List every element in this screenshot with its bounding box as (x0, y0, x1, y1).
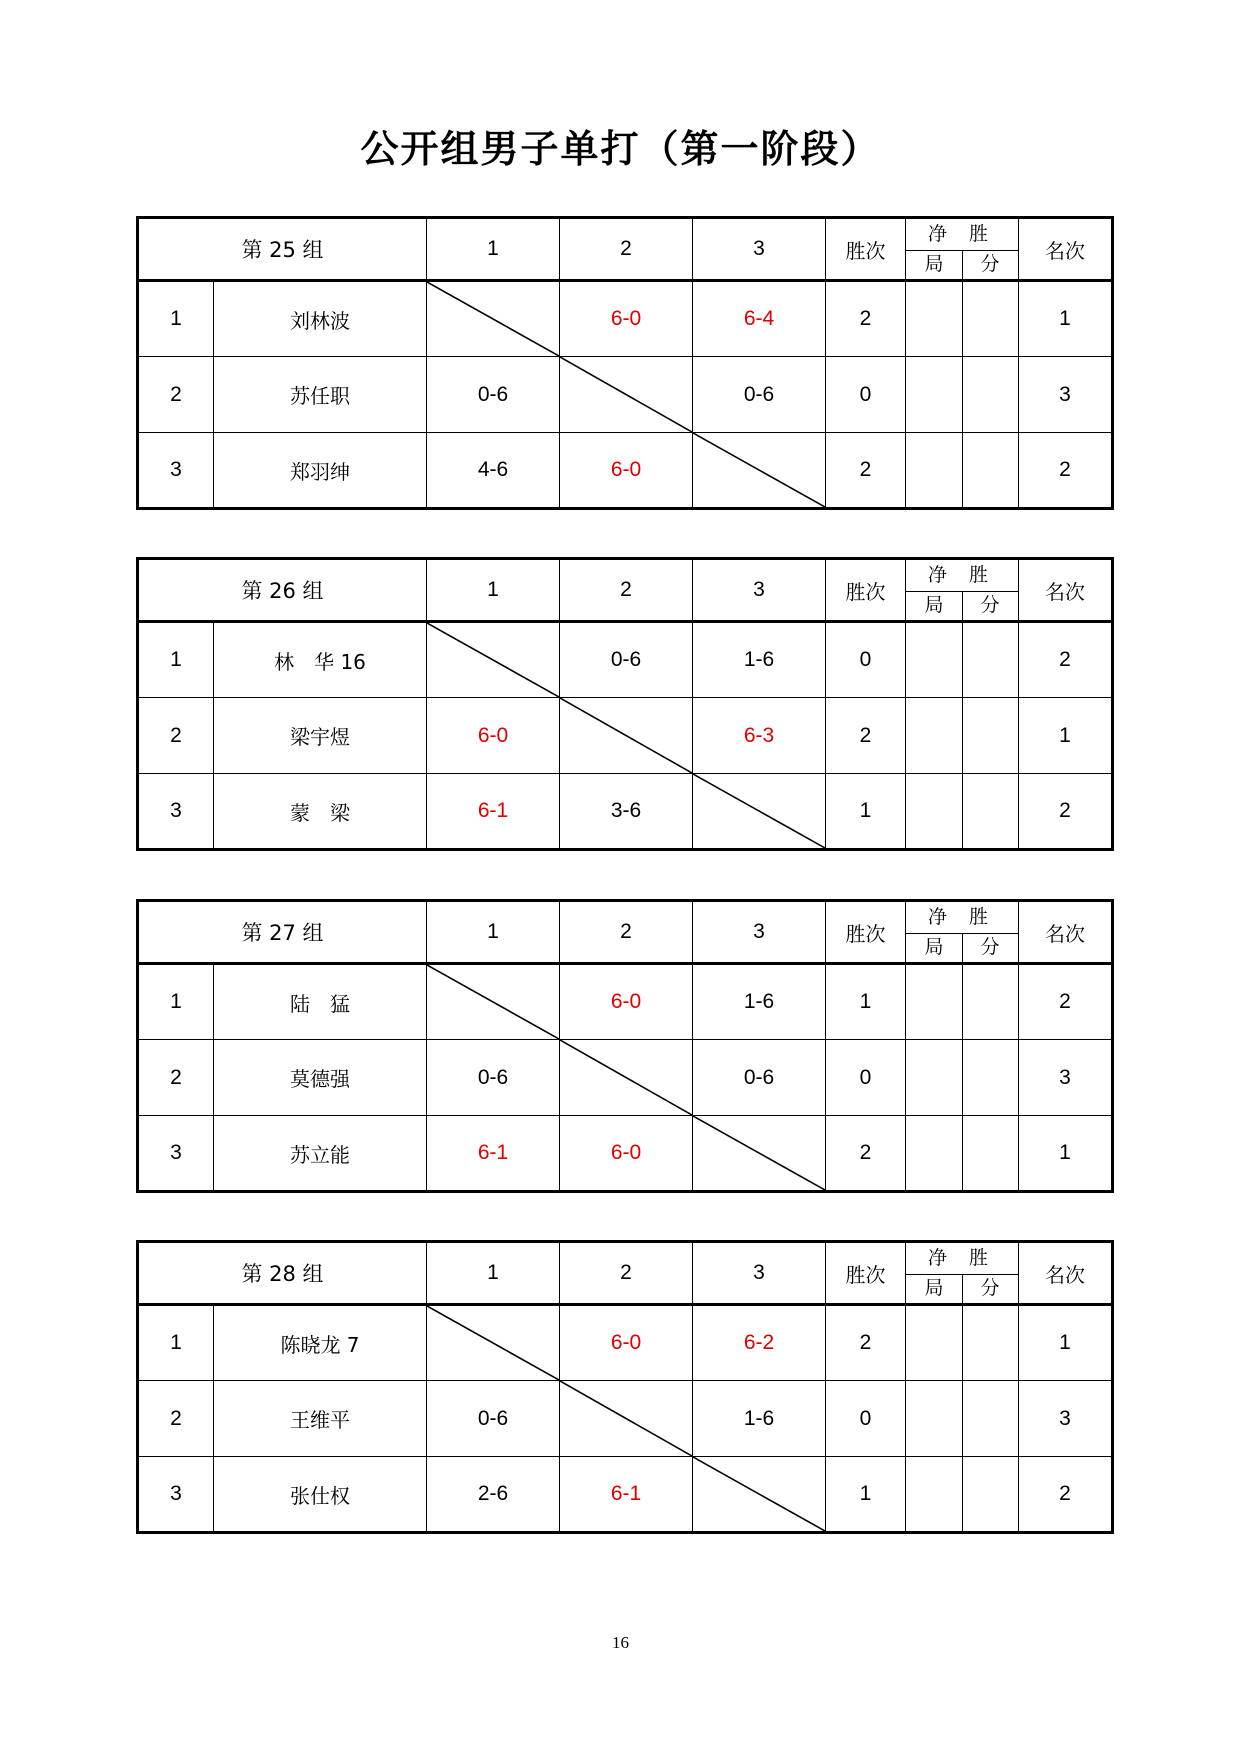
match-score: 0-6 (693, 1040, 826, 1116)
player-name: 陈晓龙 7 (214, 1305, 427, 1381)
col-header-1: 1 (427, 901, 560, 964)
net-cell (906, 357, 1019, 433)
rank-header: 名次 (1019, 1242, 1113, 1305)
group-label: 第 26 组 (138, 559, 427, 622)
match-score: 1-6 (693, 1381, 826, 1457)
match-score: 0-6 (560, 622, 693, 698)
col-header-2: 2 (560, 559, 693, 622)
player-number: 3 (138, 433, 214, 509)
player-name: 梁宇煜 (214, 698, 427, 774)
match-score: 6-0 (560, 1116, 693, 1192)
table-row (138, 964, 1113, 1040)
wins-value: 2 (826, 1305, 906, 1381)
col-header-1: 1 (427, 1242, 560, 1305)
self-match-cell (693, 1457, 826, 1533)
col-header-3: 3 (693, 559, 826, 622)
wins-header: 胜次 (826, 1242, 906, 1305)
net-header (906, 559, 1019, 622)
match-score: 3-6 (560, 774, 693, 850)
wins-value: 2 (826, 281, 906, 357)
table-row (138, 1381, 1113, 1457)
net-games-label: 局 (906, 591, 963, 620)
group-label: 第 27 组 (138, 901, 427, 964)
self-match-cell (560, 1381, 693, 1457)
match-score: 6-1 (427, 1116, 560, 1192)
net-divider (962, 1116, 963, 1190)
match-score: 6-0 (560, 1305, 693, 1381)
player-number: 3 (138, 1116, 214, 1192)
wins-value: 2 (826, 698, 906, 774)
rank-header: 名次 (1019, 901, 1113, 964)
player-number: 1 (138, 281, 214, 357)
net-cell (906, 433, 1019, 509)
table-row (138, 774, 1113, 850)
match-score: 0-6 (427, 357, 560, 433)
match-score: 1-6 (693, 964, 826, 1040)
group-label: 第 25 组 (138, 218, 427, 281)
rank-value: 2 (1019, 433, 1113, 509)
rank-value: 1 (1019, 1305, 1113, 1381)
rank-value: 3 (1019, 357, 1113, 433)
match-score: 2-6 (427, 1457, 560, 1533)
page-number: 16 (612, 1633, 629, 1652)
player-name: 刘林波 (214, 281, 427, 357)
diagonal-line (560, 1381, 692, 1456)
player-number: 3 (138, 1457, 214, 1533)
col-header-3: 3 (693, 218, 826, 281)
net-label: 净 胜 (906, 902, 1018, 934)
diagonal-line (427, 623, 559, 697)
wins-value: 2 (826, 433, 906, 509)
table-row (138, 433, 1113, 509)
match-score: 0-6 (693, 357, 826, 433)
player-name: 林 华 16 (214, 622, 427, 698)
net-cell (906, 964, 1019, 1040)
rank-header: 名次 (1019, 559, 1113, 622)
wins-value: 1 (826, 774, 906, 850)
match-score: 6-0 (560, 964, 693, 1040)
self-match-cell (427, 281, 560, 357)
rank-value: 1 (1019, 281, 1113, 357)
player-number: 1 (138, 1305, 214, 1381)
rank-value: 1 (1019, 1116, 1113, 1192)
player-name: 张仕权 (214, 1457, 427, 1533)
net-divider (962, 774, 963, 848)
player-name: 苏任职 (214, 357, 427, 433)
group-table (136, 216, 1111, 508)
net-divider (962, 282, 963, 356)
diagonal-line (427, 1306, 559, 1380)
self-match-cell (693, 433, 826, 509)
match-score: 6-1 (427, 774, 560, 850)
net-cell (906, 698, 1019, 774)
col-header-3: 3 (693, 1242, 826, 1305)
rank-value: 3 (1019, 1040, 1113, 1116)
net-games-label: 局 (906, 933, 963, 962)
wins-value: 0 (826, 357, 906, 433)
self-match-cell (560, 357, 693, 433)
rank-value: 2 (1019, 622, 1113, 698)
net-label: 净 胜 (906, 1243, 1018, 1275)
self-match-cell (427, 964, 560, 1040)
table-row (138, 1457, 1113, 1533)
net-cell (906, 1116, 1019, 1192)
col-header-1: 1 (427, 218, 560, 281)
player-number: 1 (138, 964, 214, 1040)
table-row (138, 357, 1113, 433)
match-score: 6-0 (560, 433, 693, 509)
net-games-label: 局 (906, 1274, 963, 1303)
group-table (136, 557, 1111, 849)
wins-value: 0 (826, 1040, 906, 1116)
player-number: 1 (138, 622, 214, 698)
net-cell (906, 1381, 1019, 1457)
player-name: 苏立能 (214, 1116, 427, 1192)
net-cell (906, 622, 1019, 698)
net-games-label: 局 (906, 250, 963, 279)
table-row (138, 1040, 1113, 1116)
wins-header: 胜次 (826, 218, 906, 281)
table-row (138, 698, 1113, 774)
net-header (906, 901, 1019, 964)
rank-value: 3 (1019, 1381, 1113, 1457)
col-header-2: 2 (560, 218, 693, 281)
player-name: 郑羽绅 (214, 433, 427, 509)
diagonal-line (427, 965, 559, 1039)
net-header (906, 1242, 1019, 1305)
player-number: 2 (138, 1040, 214, 1116)
col-header-3: 3 (693, 901, 826, 964)
wins-value: 0 (826, 622, 906, 698)
col-header-1: 1 (427, 559, 560, 622)
net-header (906, 218, 1019, 281)
match-score: 6-4 (693, 281, 826, 357)
wins-header: 胜次 (826, 559, 906, 622)
self-match-cell (560, 1040, 693, 1116)
rank-value: 2 (1019, 774, 1113, 850)
player-name: 王维平 (214, 1381, 427, 1457)
rank-value: 2 (1019, 964, 1113, 1040)
net-points-label: 分 (980, 1277, 1000, 1299)
wins-value: 0 (826, 1381, 906, 1457)
net-divider (962, 623, 963, 697)
match-score: 4-6 (427, 433, 560, 509)
player-number: 2 (138, 698, 214, 774)
net-cell (906, 774, 1019, 850)
diagonal-line (693, 433, 825, 507)
wins-value: 1 (826, 964, 906, 1040)
player-number: 2 (138, 357, 214, 433)
diagonal-line (560, 1040, 692, 1115)
player-name: 莫德强 (214, 1040, 427, 1116)
net-label: 净 胜 (906, 219, 1018, 251)
self-match-cell (427, 1305, 560, 1381)
group-table (136, 899, 1111, 1191)
net-divider (962, 1040, 963, 1115)
group-table (136, 1240, 1111, 1532)
diagonal-line (693, 774, 825, 848)
col-header-2: 2 (560, 901, 693, 964)
net-divider (962, 1381, 963, 1456)
diagonal-line (693, 1457, 825, 1531)
match-score: 6-0 (560, 281, 693, 357)
net-divider (962, 1457, 963, 1531)
table-row (138, 1116, 1113, 1192)
net-divider (962, 357, 963, 432)
player-name: 蒙 梁 (214, 774, 427, 850)
net-cell (906, 1040, 1019, 1116)
net-divider (962, 1306, 963, 1380)
net-cell (906, 1305, 1019, 1381)
self-match-cell (560, 698, 693, 774)
self-match-cell (693, 774, 826, 850)
diagonal-line (560, 698, 692, 773)
table-row (138, 1305, 1113, 1381)
match-score: 0-6 (427, 1381, 560, 1457)
match-score: 6-2 (693, 1305, 826, 1381)
match-score: 0-6 (427, 1040, 560, 1116)
net-cell (906, 1457, 1019, 1533)
table-row (138, 281, 1113, 357)
rank-header: 名次 (1019, 218, 1113, 281)
wins-header: 胜次 (826, 901, 906, 964)
table-row (138, 622, 1113, 698)
rank-value: 1 (1019, 698, 1113, 774)
net-divider (962, 965, 963, 1039)
page-title: 公开组男子单打（第一阶段） (360, 127, 881, 171)
net-cell (906, 281, 1019, 357)
group-label: 第 28 组 (138, 1242, 427, 1305)
player-name: 陆 猛 (214, 964, 427, 1040)
diagonal-line (560, 357, 692, 432)
net-points-label: 分 (980, 594, 1000, 616)
match-score: 6-3 (693, 698, 826, 774)
net-label: 净 胜 (906, 560, 1018, 592)
net-divider (962, 433, 963, 507)
match-score: 6-1 (560, 1457, 693, 1533)
match-score: 1-6 (693, 622, 826, 698)
col-header-2: 2 (560, 1242, 693, 1305)
player-number: 2 (138, 1381, 214, 1457)
wins-value: 2 (826, 1116, 906, 1192)
diagonal-line (427, 282, 559, 356)
wins-value: 1 (826, 1457, 906, 1533)
self-match-cell (427, 622, 560, 698)
rank-value: 2 (1019, 1457, 1113, 1533)
net-points-label: 分 (980, 936, 1000, 958)
net-divider (962, 698, 963, 773)
player-number: 3 (138, 774, 214, 850)
match-score: 6-0 (427, 698, 560, 774)
self-match-cell (693, 1116, 826, 1192)
diagonal-line (693, 1116, 825, 1190)
net-points-label: 分 (980, 253, 1000, 275)
